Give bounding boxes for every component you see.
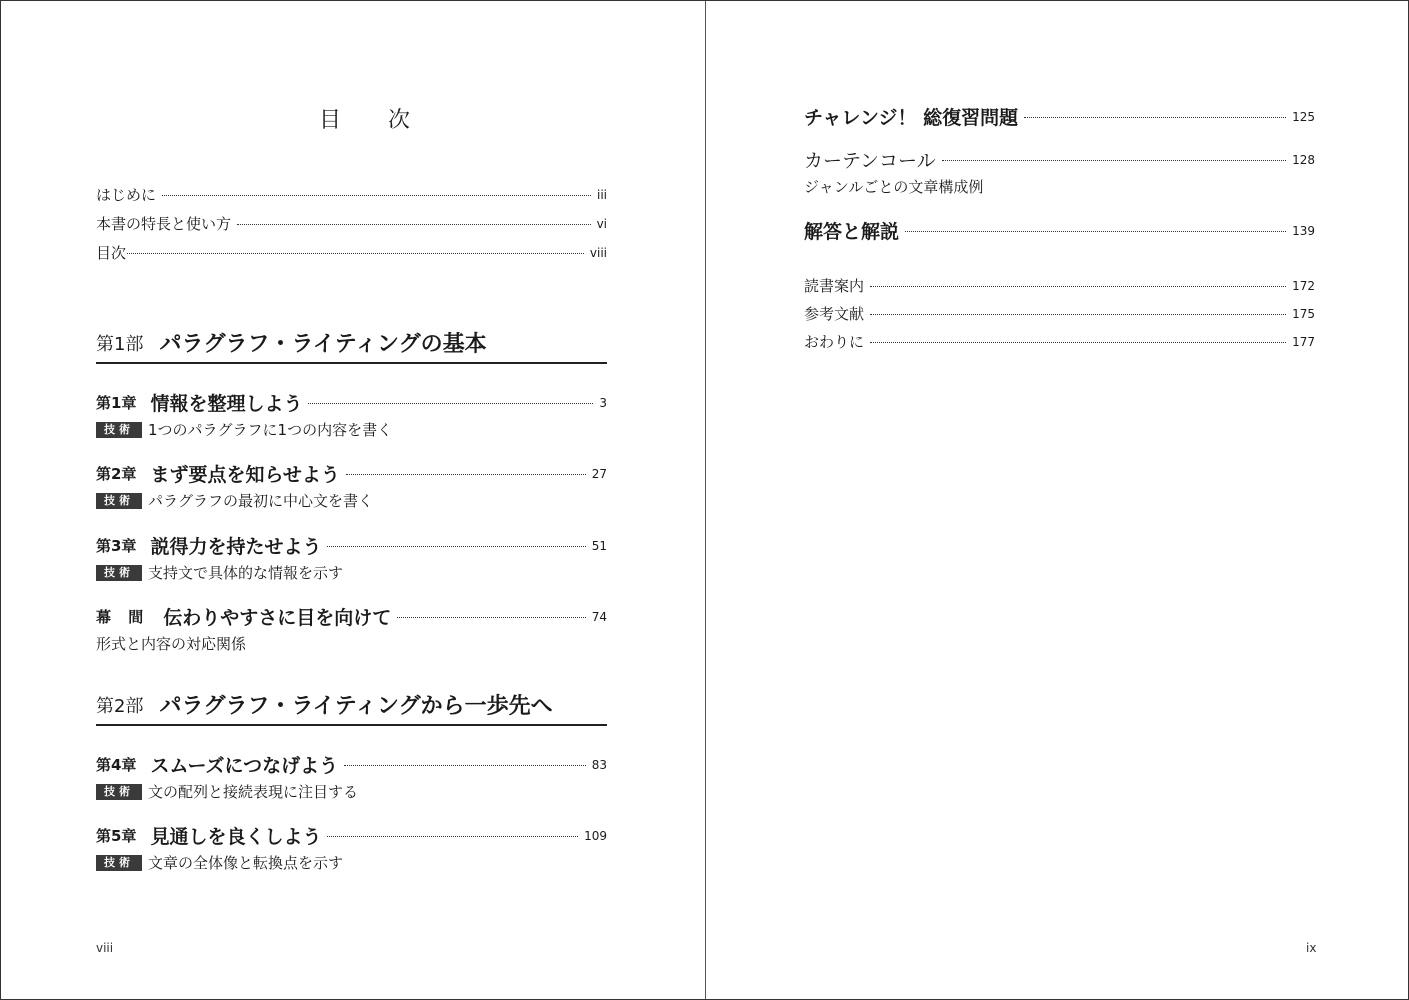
toc-entry-back-matter[interactable] — [804, 275, 1315, 296]
entry-page: 128 — [1292, 152, 1315, 167]
leader-dots — [870, 286, 1286, 287]
entry-page: 109 — [584, 828, 607, 843]
leader-dots — [344, 765, 586, 766]
entry-title: 本書の特長と使い方 — [96, 215, 232, 233]
toc-entry-answers[interactable] — [804, 217, 1315, 244]
leader-dots — [327, 546, 585, 547]
toc-entry-challenge[interactable] — [804, 103, 1315, 130]
toc-entry-front-matter[interactable] — [96, 213, 607, 234]
entry-title: おわりに — [804, 333, 865, 351]
toc-entry-curtain-call[interactable] — [804, 146, 1315, 173]
toc-entry-back-matter[interactable] — [804, 331, 1315, 352]
technique-badge: 技術 — [96, 422, 142, 438]
entry-page: 27 — [591, 466, 607, 481]
technique-line — [96, 419, 392, 440]
entry-page: 74 — [591, 609, 607, 624]
toc-entry-front-matter[interactable] — [96, 184, 607, 205]
curtain-call-subtitle: ジャンルごとの文章構成例 — [804, 178, 984, 196]
leader-dots — [905, 231, 1286, 232]
leader-dots — [942, 160, 1286, 161]
leader-dots — [870, 342, 1286, 343]
leader-dots — [237, 224, 591, 225]
chapter-label: 第2章 — [96, 465, 137, 483]
part-1-rule — [96, 362, 607, 364]
chapter-label: 第3章 — [96, 537, 137, 555]
page-folio-left: viii — [96, 941, 114, 955]
toc-entry-front-matter[interactable] — [96, 242, 607, 263]
book-spine — [705, 1, 706, 999]
entry-page: 175 — [1292, 306, 1315, 321]
entry-title: 目次 — [96, 244, 127, 262]
entry-page: 125 — [1292, 109, 1315, 124]
entry-page: 3 — [599, 395, 607, 410]
toc-entry-chapter-5[interactable] — [96, 822, 607, 849]
technique-line — [96, 562, 343, 583]
chapter-title: 説得力を持たせよう — [150, 536, 322, 558]
technique-badge: 技術 — [96, 493, 142, 509]
leader-dots — [308, 403, 593, 404]
technique-badge: 技術 — [96, 784, 142, 800]
entry-title: 解答と解説 — [804, 221, 900, 243]
interlude-subtitle: 形式と内容の対応関係 — [96, 635, 247, 653]
entry-page: 51 — [591, 538, 607, 553]
leader-dots — [870, 314, 1286, 315]
entry-page: viii — [589, 245, 607, 260]
toc-entry-chapter-3[interactable] — [96, 532, 607, 559]
technique-text: 1つのパラグラフに1つの内容を書く — [148, 421, 393, 439]
entry-title: カーテンコール — [804, 150, 936, 172]
part-title: パラグラフ・ライティングの基本 — [159, 332, 487, 357]
part-title: パラグラフ・ライティングから一歩先へ — [159, 694, 553, 719]
entry-page: iii — [596, 187, 607, 202]
page-folio-right: ix — [1306, 941, 1317, 955]
part-number: 第2部 — [96, 695, 144, 717]
entry-page: 139 — [1292, 223, 1315, 238]
leader-dots — [346, 474, 586, 475]
toc-entry-chapter-2[interactable] — [96, 460, 607, 487]
leader-dots — [127, 253, 584, 254]
technique-badge: 技術 — [96, 565, 142, 581]
technique-line — [96, 852, 343, 873]
chapter-title: 伝わりやすさに目を向けて — [163, 607, 392, 629]
part-2-heading — [96, 689, 553, 720]
part-1-heading — [96, 327, 487, 358]
entry-page: 177 — [1292, 334, 1315, 349]
entry-page: vi — [596, 216, 607, 231]
chapter-title: スムーズにつなげよう — [150, 755, 339, 777]
chapter-label: 第4章 — [96, 756, 137, 774]
leader-dots — [162, 195, 591, 196]
leader-dots — [1024, 117, 1286, 118]
chapter-label: 第1章 — [96, 394, 137, 412]
toc-entry-chapter-1[interactable] — [96, 389, 607, 416]
technique-text: パラグラフの最初に中心文を書く — [148, 492, 374, 510]
entry-title: チャレンジ！ 総復習問題 — [804, 107, 1019, 129]
technique-badge: 技術 — [96, 855, 142, 871]
toc-entry-back-matter[interactable] — [804, 303, 1315, 324]
technique-text: 文の配列と接続表現に注目する — [148, 783, 359, 801]
leader-dots — [397, 617, 585, 618]
toc-title: 目 次 — [319, 108, 430, 133]
entry-title: はじめに — [96, 186, 157, 204]
chapter-title: 情報を整理しよう — [150, 393, 303, 415]
technique-text: 文章の全体像と転換点を示す — [148, 854, 344, 872]
entry-page: 83 — [591, 757, 607, 772]
technique-text: 支持文で具体的な情報を示す — [148, 564, 344, 582]
toc-entry-chapter-4[interactable] — [96, 751, 607, 778]
chapter-title: まず要点を知らせよう — [150, 464, 340, 486]
technique-line — [96, 781, 358, 802]
toc-entry-interlude[interactable] — [96, 603, 607, 630]
chapter-label: 第5章 — [96, 827, 137, 845]
part-number: 第1部 — [96, 333, 144, 355]
technique-line — [96, 490, 373, 511]
part-2-rule — [96, 724, 607, 726]
leader-dots — [327, 836, 578, 837]
chapter-label: 幕 間 — [96, 608, 150, 626]
chapter-title: 見通しを良くしよう — [150, 826, 322, 848]
entry-title: 読書案内 — [804, 277, 865, 295]
entry-title: 参考文献 — [804, 305, 865, 323]
entry-page: 172 — [1292, 278, 1315, 293]
